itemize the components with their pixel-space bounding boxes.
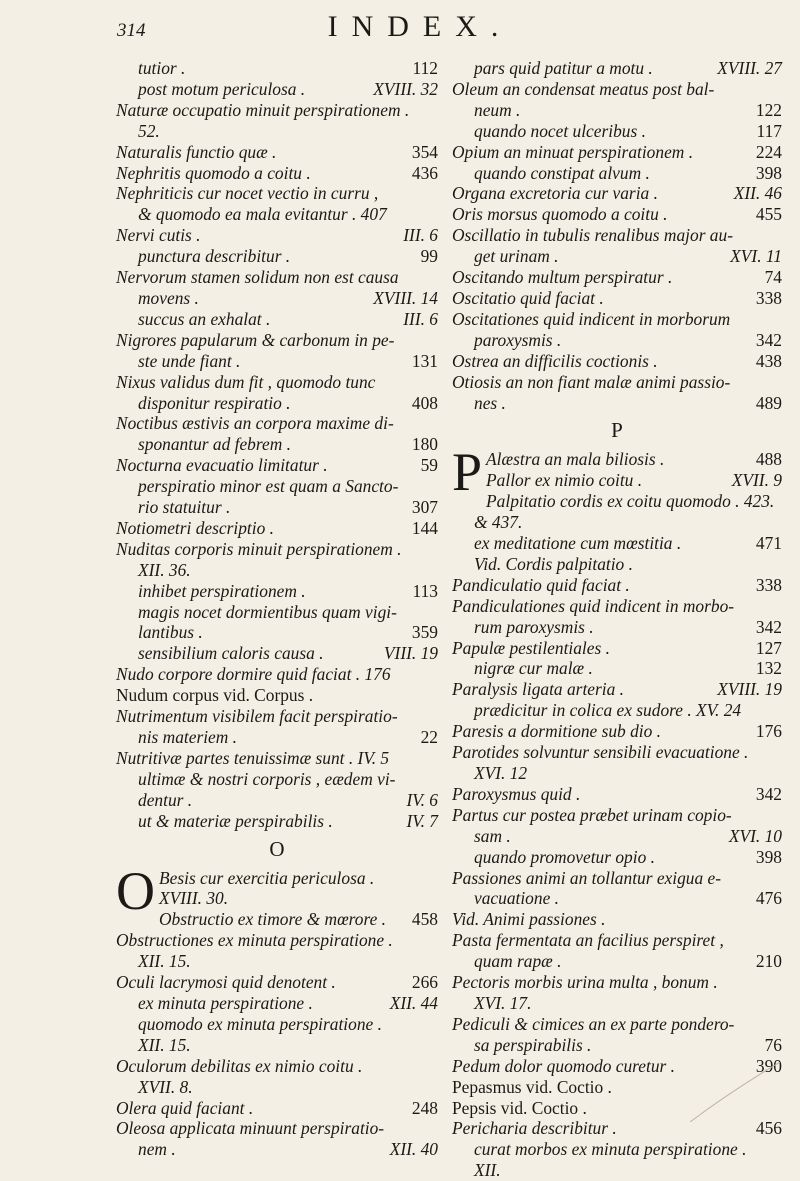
entry-text: Paralysis ligata arteria . bbox=[452, 679, 624, 700]
entry-text: punctura describitur . bbox=[138, 246, 291, 267]
entry-text: XVII. 8. bbox=[138, 1076, 193, 1097]
entry-page-ref: 307 bbox=[411, 497, 438, 518]
entry-text: Palpitatio cordis ex coitu quomodo . 423. bbox=[486, 491, 775, 512]
entry-page-ref: IV. 6 bbox=[406, 789, 438, 810]
entry-page-ref: 144 bbox=[411, 517, 438, 538]
entry-text: Nixus validus dum fit , quomodo tunc bbox=[116, 371, 376, 392]
entry-page-ref: XVI. 10 bbox=[728, 825, 782, 846]
index-entry bbox=[452, 533, 782, 554]
entry-page-ref: XII. 44 bbox=[389, 992, 438, 1013]
entry-text: magis nocet dormientibus quam vigi- bbox=[138, 601, 397, 622]
entry-text: Oculorum debilitas ex nimio coitu . bbox=[116, 1055, 363, 1076]
entry-page-ref: 338 bbox=[755, 287, 782, 308]
entry-text: Nuditas corporis minuit perspirationem . bbox=[116, 538, 402, 559]
entry-page-ref: XVIII. 32 bbox=[373, 78, 438, 99]
entry-text: Paroxysmus quid . bbox=[452, 783, 581, 804]
entry-text: Oscillatio in tubulis renalibus major au- bbox=[452, 225, 733, 246]
index-entry bbox=[452, 288, 782, 309]
entry-text: Nephritis quomodo a coitu . bbox=[116, 162, 311, 183]
entry-text: Oleosa applicata minuunt perspiratio- bbox=[116, 1118, 385, 1139]
index-entry bbox=[116, 685, 438, 706]
entry-page-ref: 224 bbox=[755, 141, 782, 162]
entry-text: sensibilium caloris causa . bbox=[138, 643, 324, 664]
index-entry bbox=[452, 909, 782, 930]
entry-text: rio statuitur . bbox=[138, 497, 231, 518]
index-entry bbox=[116, 163, 438, 184]
index-entry bbox=[452, 183, 782, 204]
entry-text: quomodo ex minuta perspiratione . bbox=[138, 1013, 382, 1034]
entry-text: rum paroxysmis . bbox=[474, 616, 594, 637]
entry-text: Vid. Cordis palpitatio . bbox=[474, 553, 633, 574]
entry-text: Nudo corpore dormire quid faciat . 176 bbox=[116, 664, 391, 685]
index-entry bbox=[116, 309, 438, 330]
index-entry bbox=[452, 267, 782, 288]
index-entry bbox=[452, 1035, 782, 1056]
corner-smudge bbox=[690, 1062, 780, 1122]
entry-page-ref: 59 bbox=[420, 455, 438, 476]
index-entry bbox=[116, 811, 438, 832]
entry-text: Oscitando multum perspiratur . bbox=[452, 267, 673, 288]
index-entry bbox=[452, 596, 782, 617]
entry-page-ref: 113 bbox=[412, 580, 438, 601]
index-entry bbox=[116, 288, 438, 309]
left-column bbox=[116, 58, 438, 1160]
entry-text: Nigrores papularum & carbonum in pe- bbox=[116, 329, 395, 350]
index-entry bbox=[486, 470, 782, 491]
entry-text: Pallor ex nimio coitu . bbox=[486, 470, 643, 491]
entry-page-ref: XVII. 9 bbox=[731, 470, 782, 491]
entry-page-ref: 342 bbox=[755, 616, 782, 637]
entry-page-ref: 74 bbox=[764, 267, 782, 288]
index-entry bbox=[116, 769, 438, 790]
entry-text: Passiones animi an tollantur exigua e- bbox=[452, 867, 722, 888]
entry-page-ref: XII. 40 bbox=[389, 1139, 438, 1160]
entry-text: inhibet perspirationem . bbox=[138, 580, 306, 601]
index-entry bbox=[116, 246, 438, 267]
entry-text: Nudum corpus vid. Corpus . bbox=[116, 685, 314, 706]
index-entry bbox=[452, 554, 782, 575]
index-entry bbox=[452, 930, 782, 951]
index-entry bbox=[452, 847, 782, 868]
entry-text: Pediculi & cimices an ex parte pondero- bbox=[452, 1013, 735, 1034]
index-entry bbox=[116, 204, 438, 225]
index-entry bbox=[116, 581, 438, 602]
index-entry bbox=[452, 888, 782, 909]
entry-text: vacuatione . bbox=[474, 888, 559, 909]
entry-text: Paresis a dormitione sub dio . bbox=[452, 721, 662, 742]
entry-page-ref: XVIII. 27 bbox=[717, 58, 782, 78]
page-header bbox=[0, 8, 800, 48]
index-entry bbox=[116, 142, 438, 163]
entry-text: Oscitatio quid faciat . bbox=[452, 287, 604, 308]
entry-text: perspiratio minor est quam a Sancto- bbox=[138, 476, 399, 497]
entry-text: dentur . bbox=[138, 789, 193, 810]
entry-page-ref: 359 bbox=[411, 622, 438, 643]
entry-text: ultimæ & nostri corporis , eædem vi- bbox=[138, 768, 396, 789]
index-entry bbox=[116, 748, 438, 769]
index-entry bbox=[452, 142, 782, 163]
index-entry bbox=[116, 58, 438, 79]
index-entry bbox=[452, 1014, 782, 1035]
entry-text: Ostrea an difficilis coctionis . bbox=[452, 350, 658, 371]
left-entries bbox=[116, 58, 438, 832]
entry-text: 52. bbox=[138, 120, 160, 141]
entry-text: Nutrimentum visibilem facit perspiratio- bbox=[116, 706, 398, 727]
index-entry bbox=[116, 560, 438, 581]
index-entry bbox=[452, 658, 782, 679]
entry-text: Obstructio ex timore & mœrore . bbox=[159, 909, 387, 930]
index-entry bbox=[452, 512, 782, 533]
entry-text: Pectoris morbis urina multa , bonum . bbox=[452, 972, 718, 993]
entry-page-ref: IV. 7 bbox=[406, 810, 438, 831]
entry-text: Nervi cutis . bbox=[116, 225, 201, 246]
entry-text: XVI. 17. bbox=[474, 992, 532, 1013]
index-entry bbox=[116, 267, 438, 288]
entry-text: nis materiem . bbox=[138, 727, 238, 747]
index-entry bbox=[159, 909, 438, 930]
index-entry bbox=[116, 1077, 438, 1098]
entry-text: Nephriticis cur nocet vectio in curru , bbox=[116, 183, 379, 204]
entry-page-ref: 180 bbox=[411, 434, 438, 455]
entry-text: & 437. bbox=[474, 512, 523, 533]
entry-page-ref: 436 bbox=[411, 162, 438, 183]
index-entry bbox=[116, 790, 438, 811]
entry-text: ex minuta perspiratione . bbox=[138, 992, 313, 1013]
entry-text: Parotides solvuntur sensibili evacuatione . bbox=[452, 742, 749, 763]
entry-text: Vid. Animi passiones . bbox=[452, 909, 606, 930]
entry-text: Oleum an condensat meatus post bal- bbox=[452, 78, 715, 99]
index-entry bbox=[452, 805, 782, 826]
entry-page-ref: 471 bbox=[755, 533, 782, 554]
index-entry bbox=[116, 622, 438, 643]
index-entry bbox=[452, 204, 782, 225]
entry-text: nigræ cur malæ . bbox=[474, 658, 593, 679]
entry-page-ref: 342 bbox=[755, 329, 782, 350]
index-entry bbox=[486, 491, 782, 512]
index-entry bbox=[116, 1035, 438, 1056]
entry-page-ref: 131 bbox=[411, 350, 438, 371]
entry-text: post motum periculosa . bbox=[138, 78, 306, 99]
entry-text: Oculi lacrymosi quid denotent . bbox=[116, 972, 336, 993]
index-entry bbox=[116, 539, 438, 560]
entry-text: Notiometri descriptio . bbox=[116, 517, 274, 538]
entry-text: XVIII. 30. bbox=[159, 888, 229, 909]
index-entry bbox=[116, 476, 438, 497]
entry-page-ref: 117 bbox=[756, 120, 782, 141]
index-entry bbox=[116, 664, 438, 685]
section-o-entries bbox=[116, 860, 438, 1161]
index-entry bbox=[116, 434, 438, 455]
index-entry bbox=[116, 643, 438, 664]
index-entry bbox=[116, 706, 438, 727]
entry-page-ref: 456 bbox=[755, 1118, 782, 1139]
index-entry bbox=[452, 721, 782, 742]
entry-text: nem . bbox=[138, 1139, 176, 1160]
entry-page-ref: III. 6 bbox=[403, 225, 438, 246]
entry-text: disponitur respiratio . bbox=[138, 392, 291, 413]
entry-text: Otiosis an non fiant malæ animi passio- bbox=[452, 371, 731, 392]
index-entry bbox=[452, 246, 782, 267]
entry-text: Olera quid faciant . bbox=[116, 1097, 254, 1118]
entry-text: Nervorum stamen solidum non est causa bbox=[116, 267, 399, 288]
drop-cap: O bbox=[116, 860, 155, 921]
index-entry bbox=[116, 225, 438, 246]
index-entry bbox=[452, 121, 782, 142]
entry-text: tutior . bbox=[138, 58, 186, 78]
index-entry bbox=[116, 372, 438, 393]
entry-page-ref: 176 bbox=[755, 721, 782, 742]
entry-text: Opium an minuat perspirationem . bbox=[452, 141, 694, 162]
entry-text: Noctibus æstivis an corpora maxime di- bbox=[116, 413, 394, 434]
entry-text: XII. bbox=[474, 1160, 501, 1181]
entry-page-ref: 408 bbox=[411, 392, 438, 413]
entry-page-ref: 398 bbox=[755, 162, 782, 183]
entry-text: Papulæ pestilentiales . bbox=[452, 637, 610, 658]
entry-text: Pepsis vid. Coctio . bbox=[452, 1097, 587, 1118]
index-entry bbox=[452, 742, 782, 763]
index-entry bbox=[452, 700, 782, 721]
entry-text: Pandiculatio quid faciat . bbox=[452, 574, 630, 595]
entry-text: XII. 15. bbox=[138, 1034, 191, 1055]
running-title: INDEX. bbox=[327, 10, 513, 43]
right-entries bbox=[452, 58, 782, 413]
index-entry bbox=[116, 79, 438, 100]
index-entry bbox=[486, 449, 782, 470]
entry-text: prædicitur in colica ex sudore . XV. 24 bbox=[474, 700, 742, 721]
entry-page-ref: 458 bbox=[411, 909, 438, 930]
entry-text: Oris morsus quomodo a coitu . bbox=[452, 204, 668, 225]
entry-page-ref: XII. 46 bbox=[733, 183, 782, 204]
index-entry bbox=[452, 330, 782, 351]
entry-text: XII. 15. bbox=[138, 951, 191, 972]
entry-text: ex meditatione cum mœstitia . bbox=[474, 533, 682, 554]
entry-page-ref: 476 bbox=[755, 888, 782, 909]
entry-page-ref: 342 bbox=[755, 783, 782, 804]
entry-text: Alæstra an mala biliosis . bbox=[486, 449, 665, 470]
entry-text: quando nocet ulceribus . bbox=[474, 120, 646, 141]
entry-page-ref: 132 bbox=[755, 658, 782, 679]
entry-page-ref: 438 bbox=[755, 350, 782, 371]
index-entry bbox=[116, 413, 438, 434]
entry-page-ref: 398 bbox=[755, 846, 782, 867]
entry-text: & quomodo ea mala evitantur . 407 bbox=[138, 204, 387, 225]
entry-text: movens . bbox=[138, 287, 199, 308]
entry-text: pars quid patitur a motu . bbox=[474, 58, 653, 78]
entry-page-ref: 354 bbox=[411, 141, 438, 162]
index-entry bbox=[159, 868, 438, 889]
entry-text: neum . bbox=[474, 99, 521, 120]
index-entry bbox=[159, 888, 438, 909]
index-entry bbox=[116, 727, 438, 748]
index-entry bbox=[452, 679, 782, 700]
entry-page-ref: 338 bbox=[755, 574, 782, 595]
entry-page-ref: 76 bbox=[764, 1034, 782, 1055]
entry-text: Oscitationes quid indicent in morborum bbox=[452, 308, 731, 329]
entry-text: paroxysmis . bbox=[474, 329, 562, 350]
index-entry bbox=[116, 100, 438, 121]
entry-text: sa perspirabilis . bbox=[474, 1034, 592, 1055]
index-entry bbox=[116, 1118, 438, 1139]
index-entry bbox=[452, 638, 782, 659]
index-entry bbox=[116, 1014, 438, 1035]
entry-text: Organa excretoria cur varia . bbox=[452, 183, 658, 204]
entry-text: ut & materiæ perspirabilis . bbox=[138, 810, 333, 831]
entry-page-ref: 127 bbox=[755, 637, 782, 658]
entry-page-ref: 99 bbox=[420, 246, 438, 267]
entry-page-ref: 122 bbox=[755, 99, 782, 120]
index-entry bbox=[452, 225, 782, 246]
entry-text: sam . bbox=[474, 825, 511, 846]
entry-text: Nutritivæ partes tenuissimæ sunt . IV. 5 bbox=[116, 747, 390, 768]
index-entry bbox=[452, 351, 782, 372]
index-entry bbox=[116, 518, 438, 539]
entry-text: Obstructiones ex minuta perspiratione . bbox=[116, 930, 393, 951]
entry-text: Pepasmus vid. Coctio . bbox=[452, 1076, 612, 1097]
index-entry bbox=[452, 763, 782, 784]
entry-text: sponantur ad febrem . bbox=[138, 434, 291, 455]
index-entry bbox=[452, 951, 782, 972]
index-entry bbox=[452, 1139, 782, 1160]
index-entry bbox=[452, 309, 782, 330]
entry-text: Pasta fermentata an facilius perspiret , bbox=[452, 930, 724, 951]
index-entry bbox=[116, 497, 438, 518]
page-number: 314 bbox=[117, 20, 146, 41]
index-entry bbox=[452, 972, 782, 993]
index-entry bbox=[452, 393, 782, 414]
entry-page-ref: XVI. 11 bbox=[730, 246, 782, 267]
entry-page-ref: 266 bbox=[411, 972, 438, 993]
entry-text: get urinam . bbox=[474, 246, 559, 267]
index-entry bbox=[452, 100, 782, 121]
entry-page-ref: 22 bbox=[420, 727, 438, 747]
index-entry bbox=[116, 602, 438, 623]
entry-text: Pedum dolor quomodo curetur . bbox=[452, 1055, 675, 1076]
index-entry bbox=[116, 351, 438, 372]
entry-text: quando constipat alvum . bbox=[474, 162, 650, 183]
index-entry bbox=[116, 121, 438, 142]
index-entry bbox=[452, 58, 782, 79]
index-entry bbox=[116, 330, 438, 351]
entry-page-ref: 248 bbox=[411, 1097, 438, 1118]
drop-cap: P bbox=[452, 442, 483, 503]
index-entry bbox=[116, 972, 438, 993]
entry-text: Partus cur postea præbet urinam copio- bbox=[452, 804, 732, 825]
index-entry bbox=[452, 868, 782, 889]
entry-text: ste unde fiant . bbox=[138, 350, 241, 371]
entry-page-ref: 488 bbox=[755, 449, 782, 470]
index-entry bbox=[452, 617, 782, 638]
entry-page-ref: 455 bbox=[755, 204, 782, 225]
index-entry bbox=[116, 183, 438, 204]
entry-text: quam rapæ . bbox=[474, 951, 562, 972]
entry-text: Nocturna evacuatio limitatur . bbox=[116, 455, 328, 476]
index-entry bbox=[116, 993, 438, 1014]
index-entry bbox=[116, 393, 438, 414]
entry-text: Besis cur exercitia periculosa . bbox=[159, 867, 375, 888]
entry-text: XVI. 12 bbox=[474, 763, 528, 783]
entry-page-ref: III. 6 bbox=[403, 308, 438, 329]
entry-text: Pandiculationes quid indicent in morbo- bbox=[452, 595, 735, 616]
entry-page-ref: 210 bbox=[755, 951, 782, 972]
entry-page-ref: XVIII. 19 bbox=[717, 679, 782, 700]
entry-text: lantibus . bbox=[138, 622, 203, 643]
index-entry bbox=[452, 372, 782, 393]
entry-page-ref: 112 bbox=[412, 58, 438, 78]
entry-text: XII. 36. bbox=[138, 559, 191, 580]
entry-page-ref: VIII. 19 bbox=[383, 643, 438, 664]
entry-page-ref: XVIII. 14 bbox=[373, 287, 438, 308]
section-letter-p: P bbox=[611, 418, 623, 443]
right-column bbox=[452, 58, 782, 1181]
index-entry bbox=[116, 1098, 438, 1119]
entry-text: curat morbos ex minuta perspiratione . bbox=[474, 1139, 747, 1160]
index-entry bbox=[452, 163, 782, 184]
entry-text: nes . bbox=[474, 392, 506, 413]
entry-page-ref: 489 bbox=[755, 392, 782, 413]
index-entry bbox=[452, 79, 782, 100]
index-entry bbox=[452, 784, 782, 805]
entry-text: Pericharia describitur . bbox=[452, 1118, 617, 1139]
index-entry bbox=[452, 826, 782, 847]
index-entry bbox=[452, 1160, 782, 1181]
entry-text: quando promovetur opio . bbox=[474, 846, 655, 867]
section-letter-o: O bbox=[269, 836, 285, 861]
index-entry bbox=[452, 993, 782, 1014]
index-entry bbox=[116, 1139, 438, 1160]
index-entry bbox=[116, 1056, 438, 1077]
index-entry bbox=[116, 455, 438, 476]
entry-page-ref: 390 bbox=[755, 1055, 782, 1076]
entry-text: Naturæ occupatio minuit perspirationem . bbox=[116, 99, 410, 120]
entry-text: Naturalis functio quæ . bbox=[116, 141, 277, 162]
index-entry bbox=[116, 930, 438, 951]
index-entry bbox=[452, 575, 782, 596]
index-entry bbox=[116, 951, 438, 972]
entry-text: succus an exhalat . bbox=[138, 308, 271, 329]
